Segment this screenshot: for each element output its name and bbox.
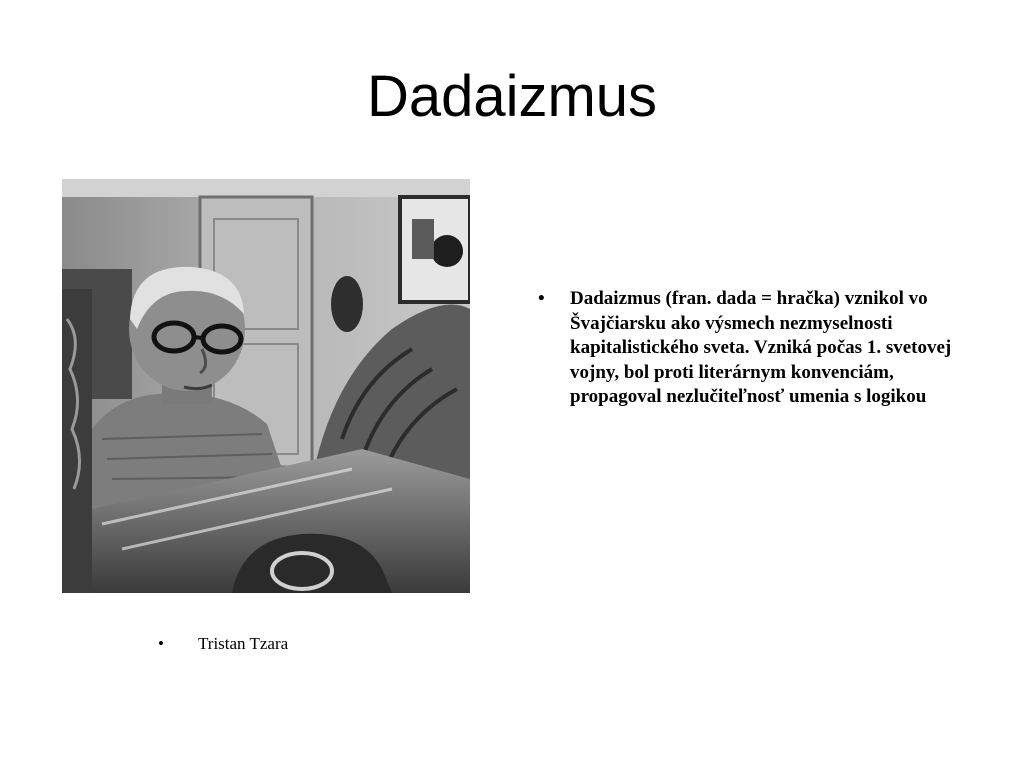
- glasses-bridge: [193, 337, 203, 338]
- portrait-photo-illustration: [62, 179, 470, 593]
- description-text: Dadaizmus (fran. dada = hračka) vznikol vo Švajčiarsku ako výsmech nezmyselnosti kapitalistického sveta. Vzniká počas 1. svetovej vojny, bol proti literárnym konvenciám, propagoval nezlučiteľnosť umenia s logikou: [570, 288, 952, 407]
- slide-title: Dadaizmus: [366, 64, 658, 129]
- caption-text: Tristan Tzara: [198, 634, 289, 653]
- portrait-photo: [62, 179, 470, 593]
- bullet-marker: •: [538, 288, 545, 309]
- caption-bullet-marker: •: [158, 634, 164, 653]
- wall-mask: [331, 276, 363, 332]
- photo-caption: [158, 633, 288, 655]
- picture-shape: [412, 219, 434, 259]
- description-bullet: [538, 287, 978, 410]
- picture-circle: [431, 235, 463, 267]
- ceiling: [62, 179, 470, 197]
